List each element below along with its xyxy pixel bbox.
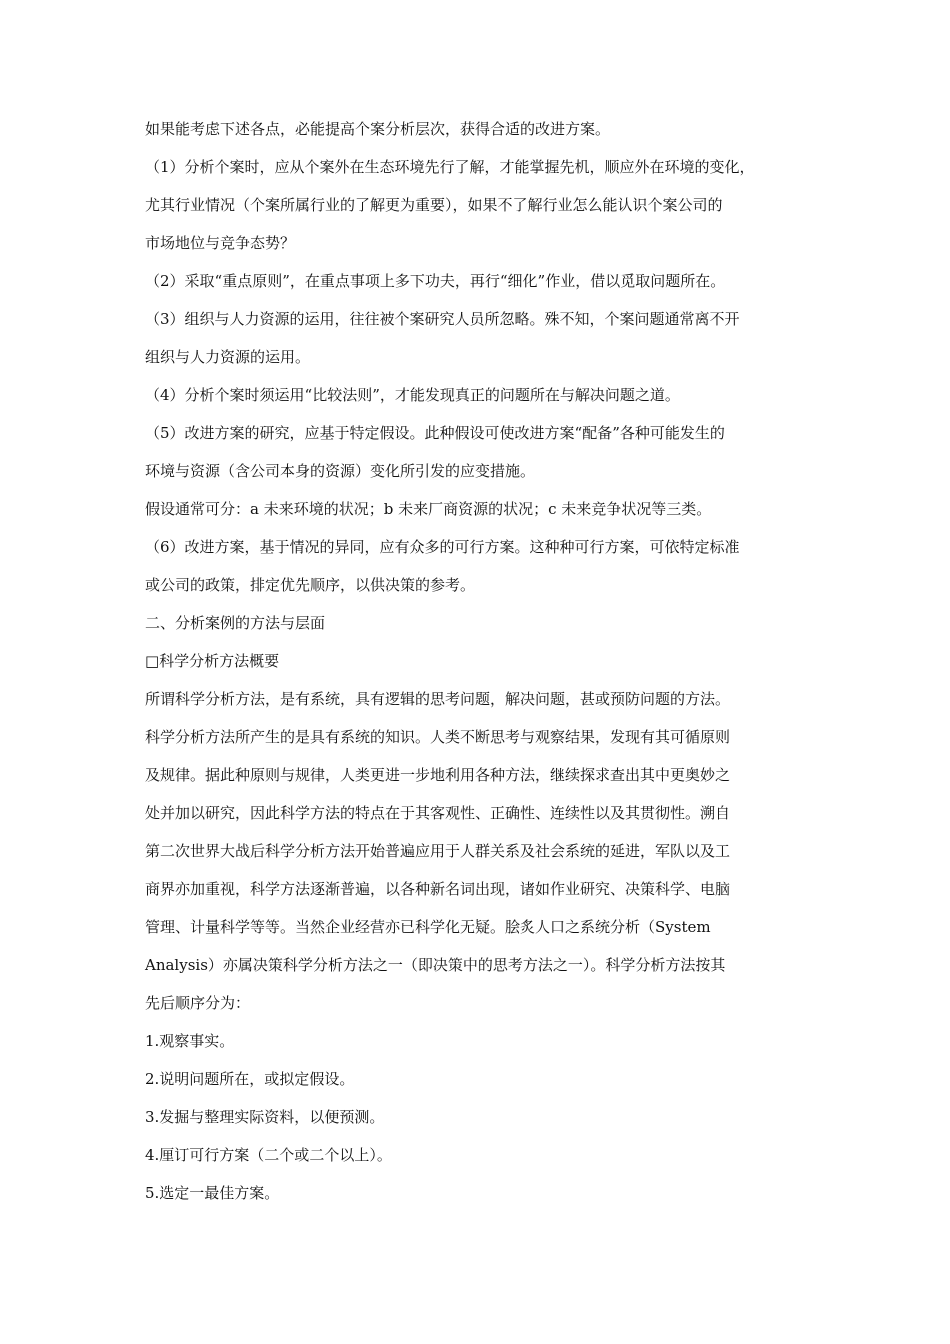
paragraph-line: 组织与人力资源的运用。 <box>145 348 311 366</box>
paragraph-line: 第二次世界大战后科学分析方法开始普遍应用于人群关系及社会系统的延进，军队以及工 <box>145 842 731 860</box>
paragraph-line: （5）改进方案的研究，应基于特定假设。此种假设可使改进方案“配备”各种可能发生的 <box>145 424 725 442</box>
paragraph-line: Analysis）亦属决策科学分析方法之一（即决策中的思考方法之一）。科学分析方法按其 <box>145 956 726 974</box>
list-item: 1.观察事实。 <box>145 1032 235 1050</box>
paragraph-line: 管理、计量科学等等。当然企业经营亦已科学化无疑。脍炙人口之系统分析（System <box>145 918 711 936</box>
document-body <box>145 110 835 1212</box>
paragraph-line: （3）组织与人力资源的运用，往往被个案研究人员所忽略。殊不知，个案问题通常离不开 <box>145 310 740 328</box>
paragraph-line: （1）分析个案时，应从个案外在生态环境先行了解，才能掌握先机，顺应外在环境的变化， <box>145 158 755 176</box>
section-heading: 二、分析案例的方法与层面 <box>145 614 326 632</box>
list-item: 3.发掘与整理实际资料，以便预测。 <box>145 1108 385 1126</box>
paragraph-line: （4）分析个案时须运用“比较法则”，才能发现真正的问题所在与解决问题之道。 <box>145 386 680 404</box>
paragraph-line: 或公司的政策，排定优先顺序，以供决策的参考。 <box>145 576 476 594</box>
subsection-heading: □科学分析方法概要 <box>145 652 280 670</box>
paragraph-line: 先后顺序分为： <box>145 994 251 1012</box>
paragraph-line: 如果能考虑下述各点，必能提高个案分析层次，获得合适的改进方案。 <box>145 120 611 138</box>
paragraph-line: 商界亦加重视，科学方法逐渐普遍，以各种新名词出现，诸如作业研究、决策科学、电脑 <box>145 880 731 898</box>
paragraph-line: 环境与资源（含公司本身的资源）变化所引发的应变措施。 <box>145 462 536 480</box>
list-item: 5.选定一最佳方案。 <box>145 1184 280 1202</box>
list-item: 2.说明问题所在，或拟定假设。 <box>145 1070 355 1088</box>
paragraph-line: 尤其行业情况（个案所属行业的了解更为重要），如果不了解行业怎么能认识个案公司的 <box>145 196 723 214</box>
paragraph-line: （2）采取“重点原则”，在重点事项上多下功夫，再行“细化”作业，借以觅取问题所在。 <box>145 272 726 290</box>
list-item: 4.厘订可行方案（二个或二个以上）。 <box>145 1146 392 1164</box>
paragraph-line: 科学分析方法所产生的是具有系统的知识。人类不断思考与观察结果，发现有其可循原则 <box>145 728 731 746</box>
paragraph-line: 处并加以研究，因此科学方法的特点在于其客观性、正确性、连续性以及其贯彻性。溯自 <box>145 804 731 822</box>
paragraph-line: 市场地位与竞争态势？ <box>145 234 296 252</box>
paragraph-line: （6）改进方案，基于情况的异同，应有众多的可行方案。这种种可行方案，可依特定标准 <box>145 538 740 556</box>
paragraph-line: 及规律。据此种原则与规律，人类更进一步地利用各种方法，继续探求查出其中更奥妙之 <box>145 766 731 784</box>
paragraph-line: 假设通常可分：a 未来环境的状况；b 未来厂商资源的状况；c 未来竞争状况等三类。 <box>145 500 712 518</box>
paragraph-line: 所谓科学分析方法，是有系统，具有逻辑的思考问题，解决问题，甚或预防问题的方法。 <box>145 690 731 708</box>
